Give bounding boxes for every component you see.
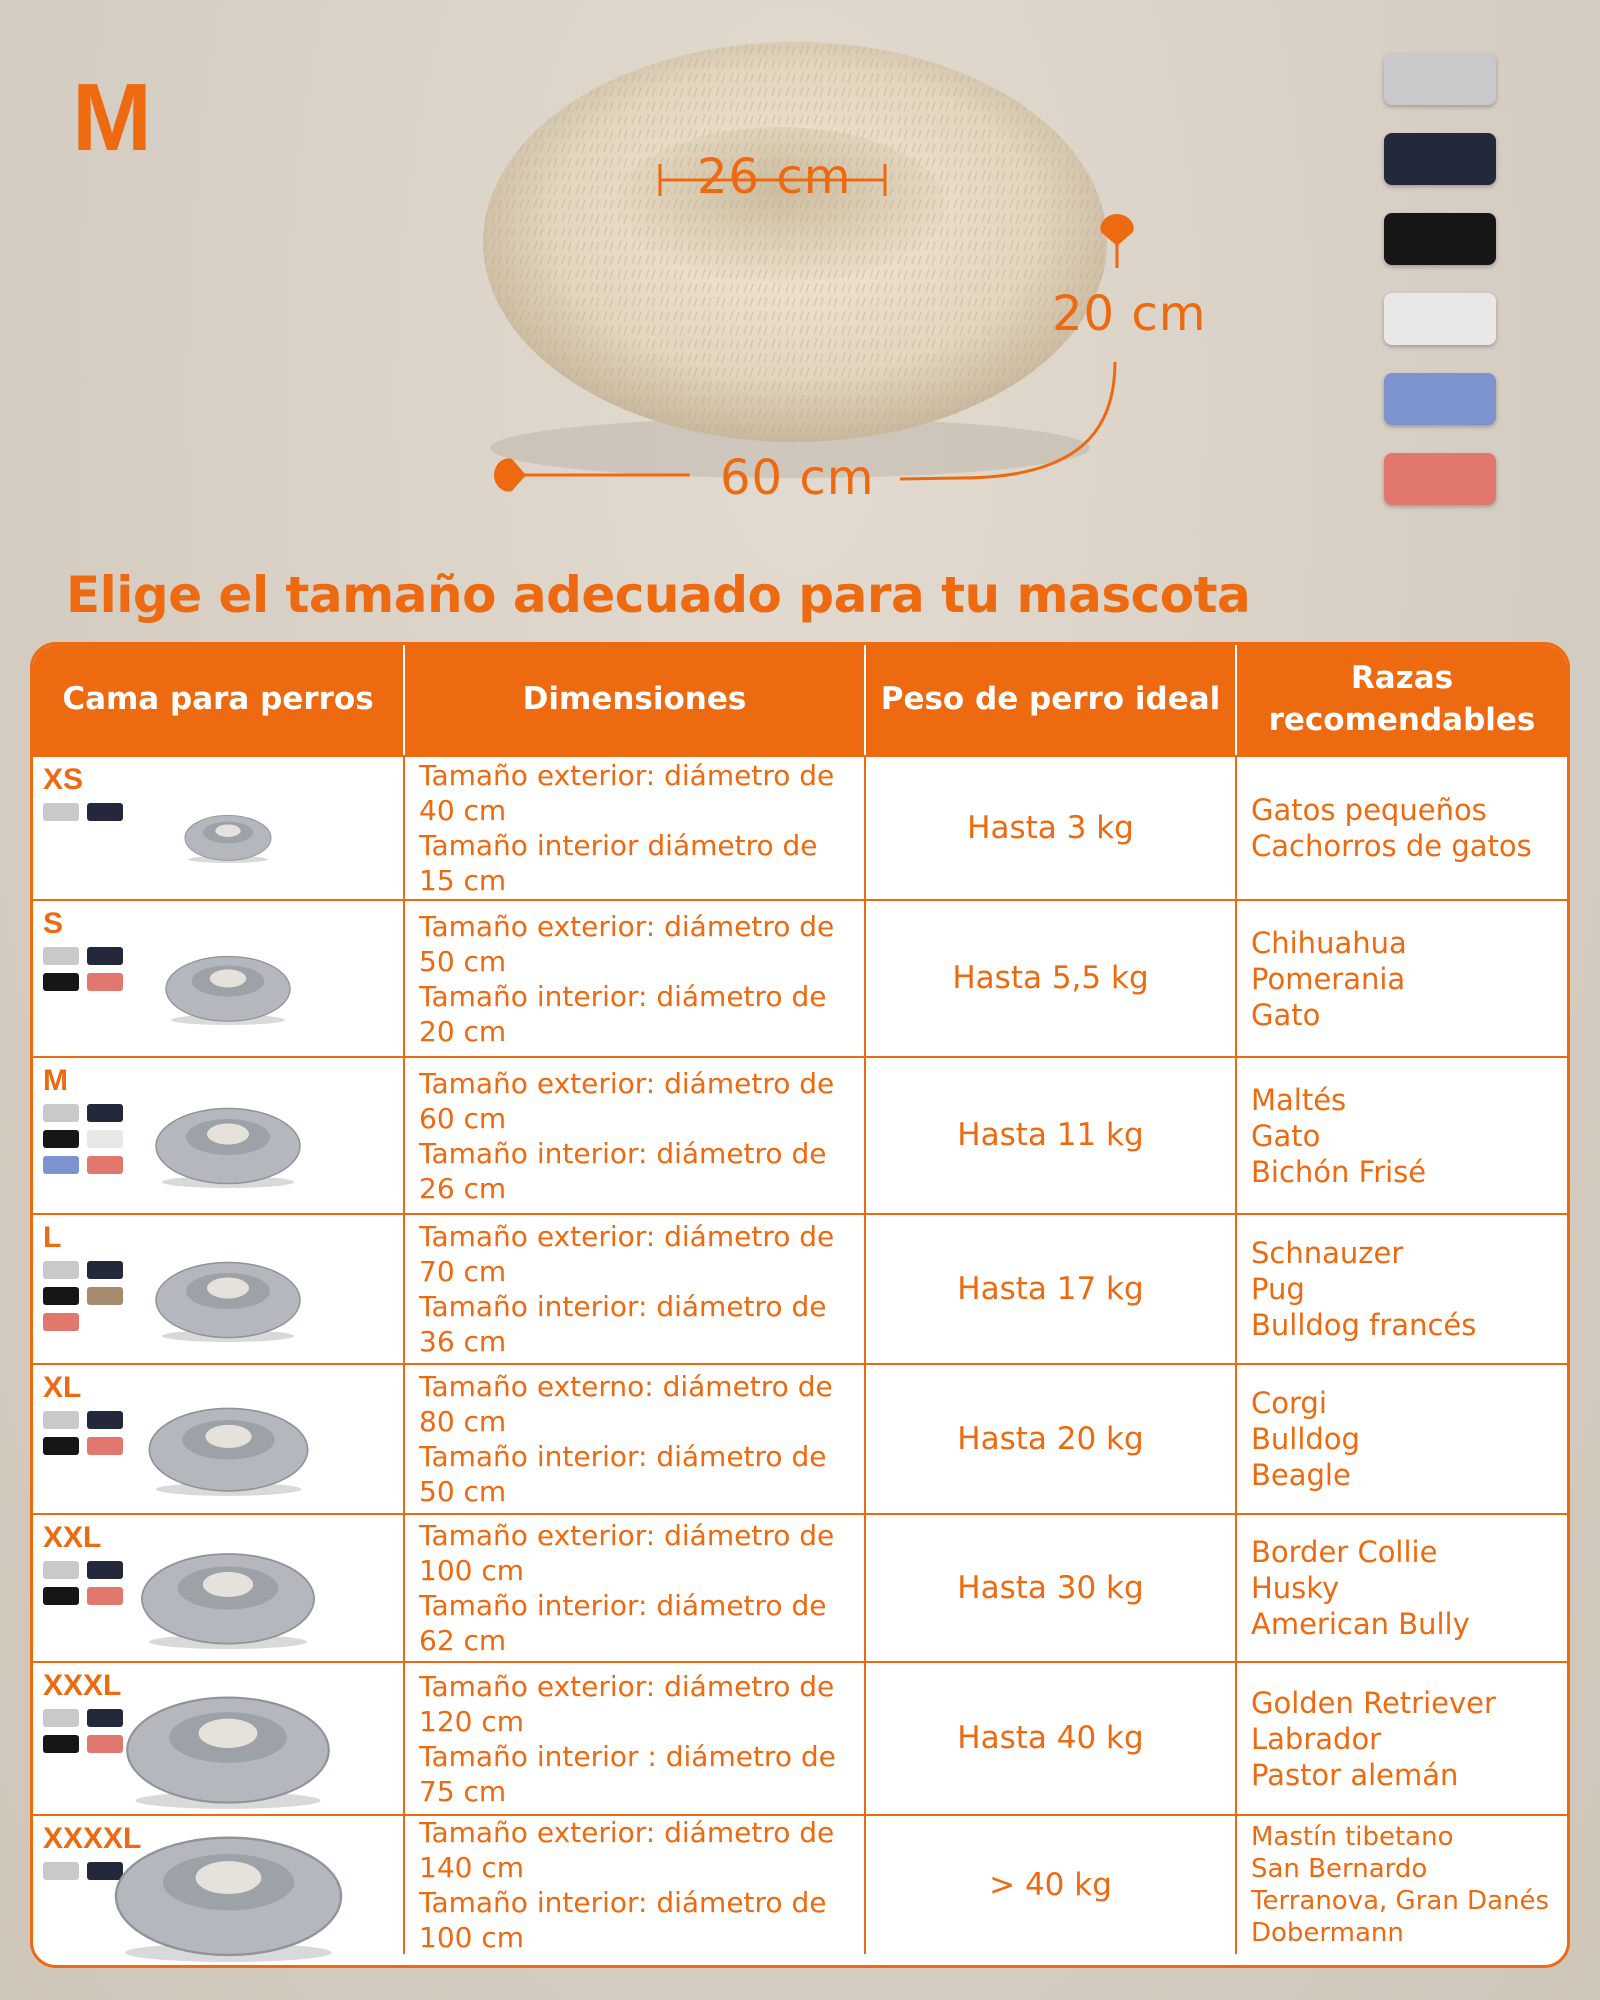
color-option-swatch [87,1130,123,1148]
breed-item: Labrador [1251,1721,1382,1756]
dimension-line: Tamaño interior: diámetro de [419,1136,827,1170]
color-option-swatch [87,803,123,821]
color-options [43,1411,123,1455]
gray-bed-image [153,1255,303,1342]
dimension-line: Tamaño interior : diámetro de [419,1739,836,1773]
color-option-swatch [87,1735,123,1753]
outer-diameter-label: 60 cm [720,450,875,506]
breeds-cell [1235,1215,1567,1363]
color-option-swatch [87,1261,123,1279]
weight-cell: Hasta 20 kg [864,1365,1235,1513]
breeds-cell [1235,1816,1567,1954]
table-header [33,645,1567,755]
dimension-line: 26 cm [419,1171,507,1205]
breed-item: Corgi [1251,1386,1327,1420]
dimensions-cell [403,1515,864,1661]
bed-cell [33,1816,403,1954]
size-tag: XL [43,1371,82,1404]
size-tag: XXL [43,1521,102,1554]
size-tag: XXXL [43,1669,122,1702]
color-option-swatch [43,1862,79,1880]
bed-cell [33,901,403,1056]
dimension-line: 50 cm [419,944,507,978]
dimension-line: 50 cm [419,1475,507,1508]
breeds-cell [1235,1663,1567,1814]
color-option-swatch [87,1709,123,1727]
gray-bed-image [153,1101,303,1188]
gray-bed-image [123,1687,333,1809]
color-option-swatch [43,947,79,965]
breed-item: Bulldog francés [1251,1308,1477,1342]
dimension-line: 36 cm [419,1325,507,1358]
breeds-cell [1235,901,1567,1056]
size-guide-headline: Elige el tamaño adecuado para tu mascota [66,566,1251,624]
breed-item: Pastor alemán [1251,1757,1459,1792]
dimension-line: 15 cm [419,864,507,897]
table-row [33,1056,1567,1213]
color-option-swatch [43,973,79,991]
color-option-swatch [43,1587,79,1605]
header-breeds: Razas recomendables [1235,645,1567,755]
dimension-line: 20 cm [419,1014,507,1048]
dimension-line: Tamaño interior: diámetro de [419,1440,827,1473]
color-option-swatch [87,1156,123,1174]
color-option-swatch [43,803,79,821]
color-option-swatch [43,1735,79,1753]
dimension-line: 70 cm [419,1255,507,1288]
size-tag: M [43,1064,68,1097]
breed-item: Bulldog [1251,1422,1360,1456]
dimension-line: Tamaño exterior: diámetro de [419,759,835,792]
color-swatch-navy[interactable] [1384,133,1496,185]
dimension-line: 40 cm [419,794,507,827]
header-dimensions: Dimensiones [403,645,864,755]
dimension-line: Tamaño externo: diámetro de [419,1370,833,1403]
table-row [33,1814,1567,1954]
weight-cell: Hasta 5,5 kg [864,901,1235,1056]
table-row [33,1363,1567,1513]
dimensions-cell [403,1058,864,1213]
breeds-cell [1235,1515,1567,1661]
dimension-line: Tamaño interior diámetro de [419,829,818,862]
height-label: 20 cm [1052,286,1207,342]
breed-item: Schnauzer [1251,1236,1404,1270]
breed-item: San Bernardo [1251,1854,1428,1884]
breed-item: Terranova, Gran Danés [1251,1886,1550,1916]
bed-cell [33,1515,403,1661]
breed-item: Gato [1251,997,1321,1032]
size-tag: XS [43,763,84,796]
breed-item: Bichón Frisé [1251,1154,1427,1189]
hero-size-label: M [72,64,152,171]
breed-item: Cachorros de gatos [1251,829,1532,863]
table-body [33,755,1567,1954]
weight-cell: Hasta 17 kg [864,1215,1235,1363]
breed-item: Maltés [1251,1082,1347,1117]
inner-diameter-label: 26 cm [697,149,852,205]
size-tag: L [43,1221,62,1254]
weight-cell: Hasta 11 kg [864,1058,1235,1213]
dimension-line: Tamaño exterior: diámetro de [419,1669,835,1703]
size-tag: XXXXL [43,1822,142,1855]
breed-item: Husky [1251,1571,1340,1605]
bed-cell [33,757,403,899]
color-option-swatch [43,1437,79,1455]
dimension-line: Tamaño exterior: diámetro de [419,909,835,943]
dimensions-cell [403,901,864,1056]
color-option-swatch [87,1561,123,1579]
table-row [33,755,1567,899]
dimension-line: 140 cm [419,1851,525,1884]
color-option-swatch [43,1313,79,1331]
dimension-line: Tamaño exterior: diámetro de [419,1816,835,1849]
dimensions-cell [403,1365,864,1513]
color-option-swatch [43,1709,79,1727]
dimension-line: Tamaño exterior: diámetro de [419,1220,835,1253]
header-weight: Peso de perro ideal [864,645,1235,755]
hero-banner [0,0,1600,570]
table-row [33,899,1567,1056]
color-swatch-coral[interactable] [1384,453,1496,505]
color-option-swatch [43,1411,79,1429]
dimensions-cell [403,1215,864,1363]
breed-item: Golden Retriever [1251,1685,1496,1720]
breed-item: Mastín tibetano [1251,1822,1454,1852]
color-swatch-black[interactable] [1384,213,1496,265]
gray-bed-image [163,950,293,1025]
weight-cell: Hasta 3 kg [864,757,1235,899]
bed-cell [33,1365,403,1513]
color-option-swatch [43,1561,79,1579]
table-row [33,1513,1567,1661]
color-options [43,803,123,821]
breed-item: Dobermann [1251,1918,1404,1948]
dimension-line: 62 cm [419,1624,507,1657]
dimension-line: 60 cm [419,1101,507,1135]
color-option-swatch [87,973,123,991]
breeds-cell [1235,757,1567,899]
breed-item: American Bully [1251,1607,1470,1641]
breed-item: Chihuahua [1251,925,1407,960]
gray-bed-image [138,1545,318,1649]
color-option-swatch [43,1156,79,1174]
breed-item: Border Collie [1251,1535,1438,1569]
color-options [43,1104,123,1174]
color-option-swatch [43,1130,79,1148]
dimension-line: 100 cm [419,1921,525,1954]
color-swatch-light-gray[interactable] [1384,53,1496,105]
breed-item: Pug [1251,1272,1305,1306]
header-bed: Cama para perros [62,681,374,718]
color-option-swatch [43,1261,79,1279]
breed-item: Pomerania [1251,961,1406,996]
breeds-cell [1235,1058,1567,1213]
color-options [43,1561,123,1605]
dimension-line: 80 cm [419,1405,507,1438]
table-row [33,1661,1567,1814]
size-tag: S [43,907,64,940]
weight-cell: Hasta 30 kg [864,1515,1235,1661]
dimensions-cell [403,1816,864,1954]
color-option-swatch [43,1287,79,1305]
color-swatch-blue[interactable] [1384,373,1496,425]
color-option-swatch [87,1104,123,1122]
weight-cell: Hasta 40 kg [864,1663,1235,1814]
color-options [43,1261,123,1331]
dimension-line: Tamaño interior: diámetro de [419,1589,827,1622]
bed-cell [33,1058,403,1213]
gray-bed-image [111,1826,346,1962]
color-option-swatch [87,947,123,965]
size-table [30,642,1570,1968]
dimension-line: Tamaño exterior: diámetro de [419,1066,835,1100]
bed-cell [33,1663,403,1814]
weight-cell: > 40 kg [864,1816,1235,1954]
dimension-line: 120 cm [419,1704,525,1738]
color-swatch-white[interactable] [1384,293,1496,345]
color-option-swatch [87,1287,123,1305]
dimension-line: Tamaño exterior: diámetro de [419,1519,835,1552]
dimension-line: Tamaño interior: diámetro de [419,979,827,1013]
table-row [33,1213,1567,1363]
breed-item: Gato [1251,1118,1321,1153]
color-options [43,1709,123,1753]
dimensions-cell [403,1663,864,1814]
breed-item: Gatos pequeños [1251,793,1487,827]
dimensions-cell [403,757,864,899]
dimension-line: 75 cm [419,1774,507,1808]
gray-bed-image [183,811,273,863]
color-options [43,947,123,991]
color-swatch-list [1384,53,1496,533]
color-option-swatch [87,1587,123,1605]
breed-item: Beagle [1251,1458,1351,1492]
dimension-line: Tamaño interior: diámetro de [419,1290,827,1323]
gray-bed-image [146,1400,311,1496]
color-option-swatch [87,1411,123,1429]
breeds-cell [1235,1365,1567,1513]
color-option-swatch [87,1437,123,1455]
color-option-swatch [43,1104,79,1122]
dimension-line: Tamaño interior: diámetro de [419,1886,827,1919]
bed-cell [33,1215,403,1363]
dimension-line: 100 cm [419,1554,525,1587]
